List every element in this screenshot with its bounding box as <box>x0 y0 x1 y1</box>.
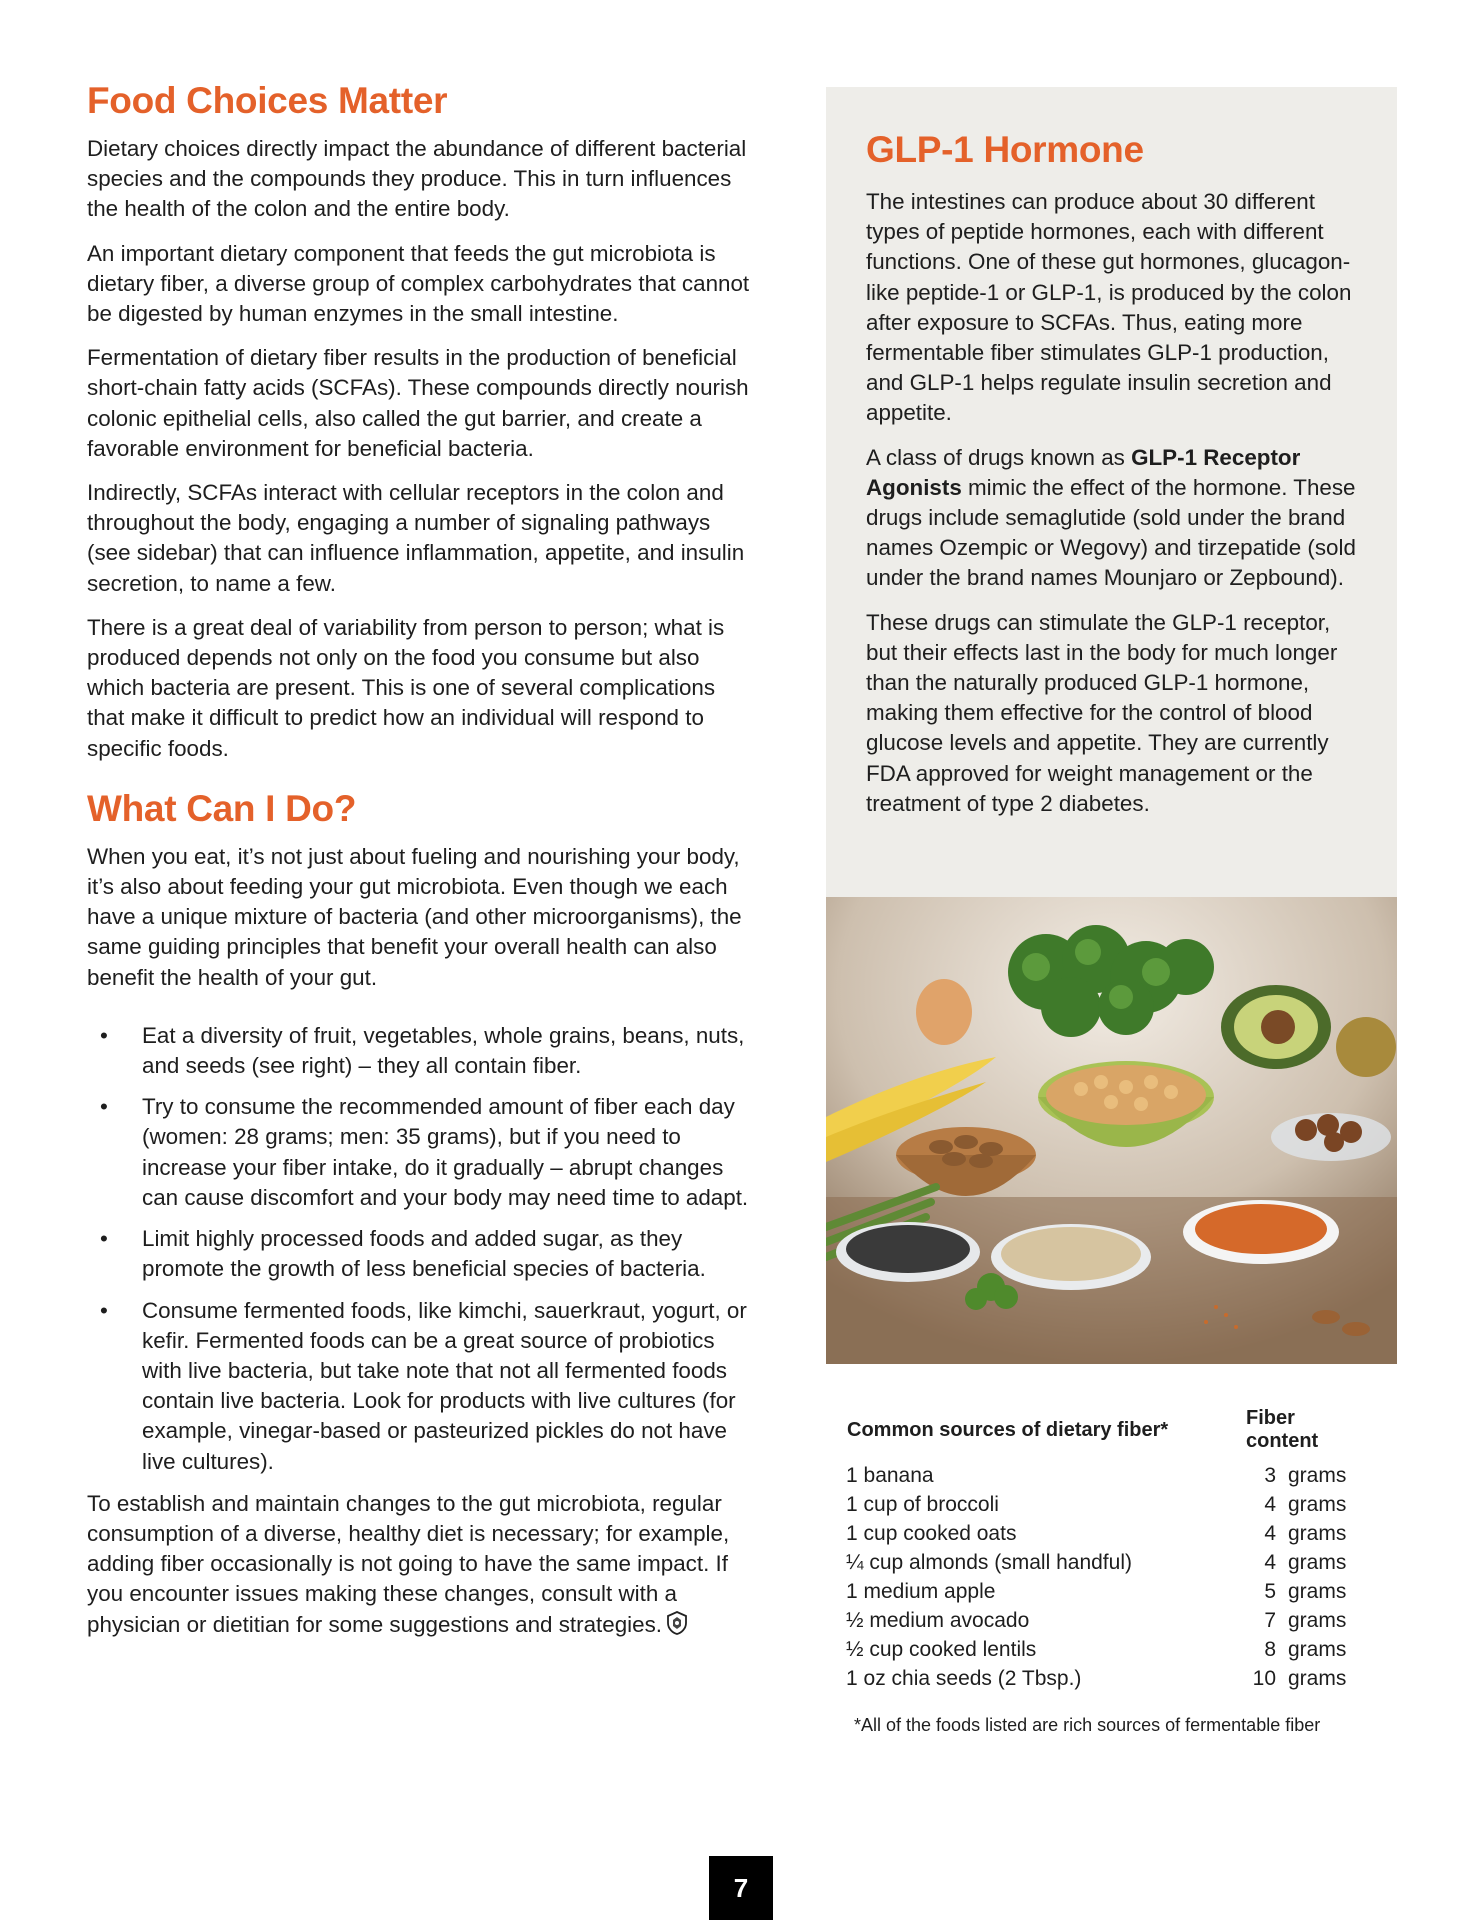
fiber-foods-photo <box>826 897 1397 1364</box>
unit-cell: grams <box>1288 1667 1347 1690</box>
bullet-icon: • <box>100 1226 108 1252</box>
food-choices-paragraph: Indirectly, SCFAs interact with cellular receptors in the colon and throughout the body, engaging a number of signaling pathways (see sidebar) that can influence inflammation, appetite, and insulin secretion, to name a few. <box>87 480 745 596</box>
food-choices-paragraph: There is a great deal of variability from person to person; what is produced depends not only on the food you consume but also which bacteria are present. This is one of several complications that make it difficult to predict how an individual will respond to specific foods. <box>87 614 725 761</box>
recommendation-list <box>87 1021 752 1477</box>
unit-cell: grams <box>1288 1580 1347 1603</box>
table-header-row <box>846 1406 1366 1461</box>
what-can-i-do-intro: When you eat, it’s not just about fueling and nourishing your body, it’s also about feeding your gut microbiota. Even though we each have a unique mixture of bacteria (and other microorganisms), the same guiding principles that benefit your overall health can also benefit the health of your gut. <box>87 843 742 990</box>
table-row <box>846 1490 1366 1519</box>
unit-cell: grams <box>1288 1522 1347 1545</box>
table-row <box>846 1461 1366 1490</box>
food-choices-paragraph: Fermentation of dietary fiber results in the production of beneficial short-chain fatty acids (SCFAs). These compounds directly nourish colonic epithelial cells, also called the gut barrier, and create a favorable environment for beneficial bacteria. <box>87 345 749 461</box>
unit-cell: grams <box>1288 1464 1347 1487</box>
glp1-bold-term: GLP-1 Receptor Agonists <box>866 444 1301 500</box>
list-item-text: Try to consume the recommended amount of fiber each day (women: 28 grams; men: 35 grams), but if you need to increase your fiber intake, do it gradually – abrupt changes can cause discomfort and your body may need time to adapt. <box>142 1094 749 1210</box>
header-source: Common sources of dietary fiber* <box>847 1418 1169 1441</box>
food-cell: ½ medium avocado <box>846 1609 1030 1632</box>
amount-cell: 8 <box>1264 1638 1276 1661</box>
amount-cell: 5 <box>1264 1580 1276 1603</box>
closing-text: To establish and maintain changes to the gut microbiota, regular consumption of a diverse, healthy diet is necessary; for example, adding fiber occasionally is not going to have the same impact. If you encounter issues making these changes, consult with a physician or dietitian for some suggestions and strategies. <box>87 1490 730 1637</box>
header-content: Fiber content <box>1246 1407 1319 1452</box>
amount-cell: 4 <box>1264 1493 1276 1516</box>
food-choices-paragraph: An important dietary component that feeds the gut microbiota is dietary fiber, a diverse group of complex carbohydrates that cannot be digested by human enzymes in the small intestine. <box>87 240 750 327</box>
food-cell: ½ cup cooked lentils <box>846 1638 1037 1661</box>
food-cell: ¼ cup almonds (small handful) <box>846 1551 1132 1574</box>
glp1-sidebar <box>826 87 1397 897</box>
bullet-icon: • <box>100 1094 108 1120</box>
table-row <box>846 1519 1366 1548</box>
glp1-heading: GLP-1 Hormone <box>866 129 1144 170</box>
table-footnote: *All of the foods listed are rich sources of fermentable fiber <box>854 1715 1321 1735</box>
amount-cell: 4 <box>1264 1522 1276 1545</box>
what-can-i-do-heading: What Can I Do? <box>87 787 357 829</box>
table-row <box>846 1548 1366 1577</box>
list-item-text: Eat a diversity of fruit, vegetables, whole grains, beans, nuts, and seeds (see right) – they all contain fiber. <box>142 1022 745 1079</box>
fiber-table <box>846 1406 1366 1693</box>
right-column <box>826 87 1397 1736</box>
glp1-paragraph <box>866 443 1357 594</box>
food-cell: 1 banana <box>846 1464 934 1487</box>
page-number: 7 <box>709 1856 773 1920</box>
food-cell: 1 oz chia seeds (2 Tbsp.) <box>846 1667 1082 1690</box>
table-row <box>846 1664 1366 1693</box>
food-choices-paragraph: Dietary choices directly impact the abundance of different bacterial species and the compounds they produce. This in turn influences the health of the colon and the entire body. <box>87 136 747 222</box>
table-row <box>846 1635 1366 1664</box>
glp1-text: A class of drugs known as <box>866 444 1132 470</box>
bullet-icon: • <box>100 1297 108 1323</box>
closing-paragraph <box>87 1489 752 1640</box>
glp1-paragraph: The intestines can produce about 30 different types of peptide hormones, each with different functions. One of these gut hormones, glucagon-like peptide-1 or GLP-1, is produced by the colon after exposure to SCFAs. Thus, eating more fermentable fiber stimulates GLP-1 production, and GLP-1 helps regulate insulin secretion and appetite. <box>866 189 1352 426</box>
list-item-text: Limit highly processed foods and added sugar, as they promote the growth of less beneficial species of bacteria. <box>142 1226 706 1282</box>
food-cell: 1 medium apple <box>846 1580 996 1603</box>
left-column <box>87 78 752 1654</box>
amount-cell: 7 <box>1264 1609 1276 1632</box>
unit-cell: grams <box>1288 1638 1347 1661</box>
list-item <box>87 1092 752 1213</box>
food-cell: 1 cup cooked oats <box>846 1522 1017 1545</box>
list-item <box>87 1224 752 1284</box>
amount-cell: 3 <box>1264 1464 1276 1487</box>
list-item <box>87 1296 752 1477</box>
glp1-text: mimic the effect of the hormone. These drugs include semaglutide (sold under the brand names Ozempic or Wegovy) and tirzepatide (sold under the brand names Mounjaro or Zepbound). <box>866 474 1356 591</box>
glp1-paragraph: These drugs can stimulate the GLP-1 receptor, but their effects last in the body for much longer than the naturally produced GLP-1 hormone, making them effective for the control of blood glucose levels and appetite. They are currently FDA approved for weight management or the treatment of type 2 diabetes. <box>866 609 1338 816</box>
table-row <box>846 1577 1366 1606</box>
list-item-text: Consume fermented foods, like kimchi, sauerkraut, yogurt, or kefir. Fermented foods can be a great source of probiotics with live bacteria, but take note that not all fermented foods contain live bacteria. Look for products with live cultures (for example, vinegar-based or pasteurized pickles do not have live cultures). <box>142 1297 747 1474</box>
food-choices-heading: Food Choices Matter <box>87 80 448 121</box>
unit-cell: grams <box>1288 1493 1347 1516</box>
fiber-foods-illustration <box>826 897 1397 1364</box>
bullet-icon: • <box>100 1022 108 1048</box>
amount-cell: 4 <box>1264 1551 1276 1574</box>
end-mark-emblem-icon <box>666 1611 688 1635</box>
table-row <box>846 1606 1366 1635</box>
unit-cell: grams <box>1288 1551 1347 1574</box>
amount-cell: 10 <box>1252 1667 1276 1690</box>
unit-cell: grams <box>1288 1609 1347 1632</box>
list-item <box>87 1021 752 1081</box>
food-cell: 1 cup of broccoli <box>846 1493 999 1516</box>
